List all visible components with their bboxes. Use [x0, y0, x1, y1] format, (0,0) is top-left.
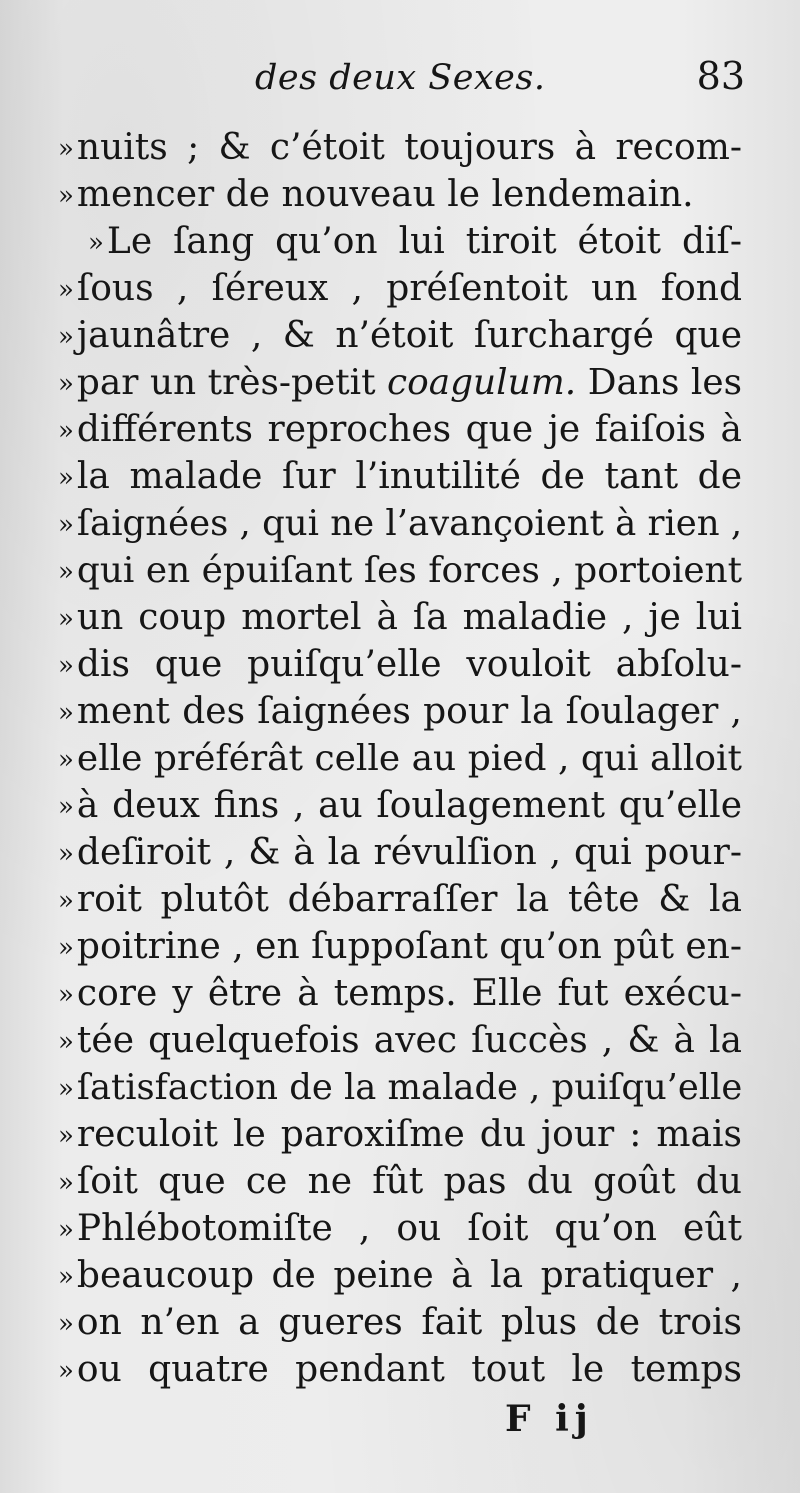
text-line — [58, 782, 742, 829]
line-text: elle préférât celle au pied , qui alloit — [76, 738, 742, 779]
text-line — [58, 1017, 742, 1064]
text-line — [58, 124, 742, 171]
line-text: tée quelquefois avec ſuccès , & à la — [76, 1020, 742, 1061]
line-text: jaunâtre , & n’étoit ſurchargé que — [76, 315, 742, 356]
quotation-mark: » — [58, 369, 71, 399]
text-line — [58, 500, 742, 547]
page-header — [60, 50, 745, 110]
quotation-mark: » — [58, 557, 71, 587]
text-line — [58, 547, 742, 594]
quotation-mark: » — [58, 745, 71, 775]
quotation-mark: » — [58, 1121, 71, 1151]
text-line — [58, 218, 742, 265]
line-text: ſous , ſéreux , préſentoit un fond — [76, 268, 742, 309]
line-text: beaucoup de peine à la pratiquer , — [76, 1255, 742, 1296]
text-line — [58, 171, 742, 218]
text-line — [58, 829, 742, 876]
line-text: roit plutôt débarraſſer la tête & la — [76, 879, 742, 920]
quotation-mark: » — [58, 604, 71, 634]
text-line — [58, 406, 742, 453]
quotation-mark: » — [58, 1262, 71, 1292]
quotation-mark: » — [58, 1309, 71, 1339]
text-line — [58, 359, 742, 406]
line-text: par un très-petit — [76, 362, 388, 403]
text-line — [58, 1158, 742, 1205]
line-text: ſatisfaction de la malade , puiſqu’elle — [76, 1067, 743, 1108]
quotation-mark: » — [58, 933, 71, 963]
running-title: des deux Sexes. — [255, 58, 546, 98]
text-line — [58, 1346, 742, 1393]
line-text: à deux fins , au ſoulagement qu’elle — [76, 785, 742, 826]
quotation-mark: » — [58, 1027, 71, 1057]
line-text: mencer de nouveau le lendemain. — [76, 174, 694, 215]
page-number: 83 — [696, 54, 745, 98]
signature-mark: F ij — [505, 1398, 594, 1440]
line-text: un coup mortel à ſa maladie , je lui — [76, 597, 742, 638]
italic-term: coagulum. — [387, 362, 577, 403]
quotation-mark: » — [58, 510, 71, 540]
line-text: reculoit le paroxiſme du jour : mais — [76, 1114, 742, 1155]
quotation-mark: » — [58, 886, 71, 916]
text-line — [58, 312, 742, 359]
text-line — [58, 641, 742, 688]
line-text: core y être à temps. Elle fut exécu- — [76, 973, 742, 1014]
line-text: ſaignées , qui ne l’avançoient à rien , — [76, 503, 743, 544]
line-text: dis que puiſqu’elle vouloit abſolu- — [76, 644, 742, 685]
text-line — [58, 876, 742, 923]
text-line — [58, 1252, 742, 1299]
line-text: Phlébotomiſte , ou ſoit qu’on eût — [76, 1208, 742, 1249]
quotation-mark: » — [88, 228, 101, 258]
line-text: nuits ; & c’étoit toujours à recom- — [76, 127, 742, 168]
body-text — [58, 124, 742, 1393]
quotation-mark: » — [58, 463, 71, 493]
line-text: deſiroit , & à la révulſion , qui pour- — [76, 832, 742, 873]
line-text: ment des ſaignées pour la ſoulager , — [76, 691, 742, 732]
line-text: différents reproches que je faiſois à — [76, 409, 742, 450]
line-text: la malade ſur l’inutilité de tant de — [76, 456, 742, 497]
line-text: poitrine , en ſuppoſant qu’on pût en- — [76, 926, 743, 967]
line-text: qui en épuiſant ſes forces , portoient — [76, 550, 742, 591]
quotation-mark: » — [58, 1356, 71, 1386]
text-line — [58, 265, 742, 312]
quotation-mark: » — [58, 275, 71, 305]
text-line — [58, 735, 742, 782]
text-line — [58, 1299, 742, 1346]
text-line — [58, 1111, 742, 1158]
text-line — [58, 970, 742, 1017]
quotation-mark: » — [58, 1215, 71, 1245]
quotation-mark: » — [58, 1074, 71, 1104]
text-line — [58, 453, 742, 500]
line-text: on n’en a gueres fait plus de trois — [76, 1302, 742, 1343]
quotation-mark: » — [58, 416, 71, 446]
text-line — [58, 594, 742, 641]
quotation-mark: » — [58, 980, 71, 1010]
quotation-mark: » — [58, 322, 71, 352]
quotation-mark: » — [58, 698, 71, 728]
quotation-mark: » — [58, 792, 71, 822]
quotation-mark: » — [58, 839, 71, 869]
quotation-mark: » — [58, 134, 71, 164]
line-text: ou quatre pendant tout le temps — [76, 1349, 742, 1390]
text-line — [58, 923, 742, 970]
quotation-mark: » — [58, 181, 71, 211]
line-text: Dans les — [576, 362, 742, 403]
text-line — [58, 1064, 742, 1111]
quotation-mark: » — [58, 1168, 71, 1198]
text-line — [58, 688, 742, 735]
line-text: Le ſang qu’on lui tiroit étoit diſ- — [106, 221, 742, 262]
text-line — [58, 1205, 742, 1252]
quotation-mark: » — [58, 651, 71, 681]
line-text: ſoit que ce ne fût pas du goût du — [76, 1161, 742, 1202]
